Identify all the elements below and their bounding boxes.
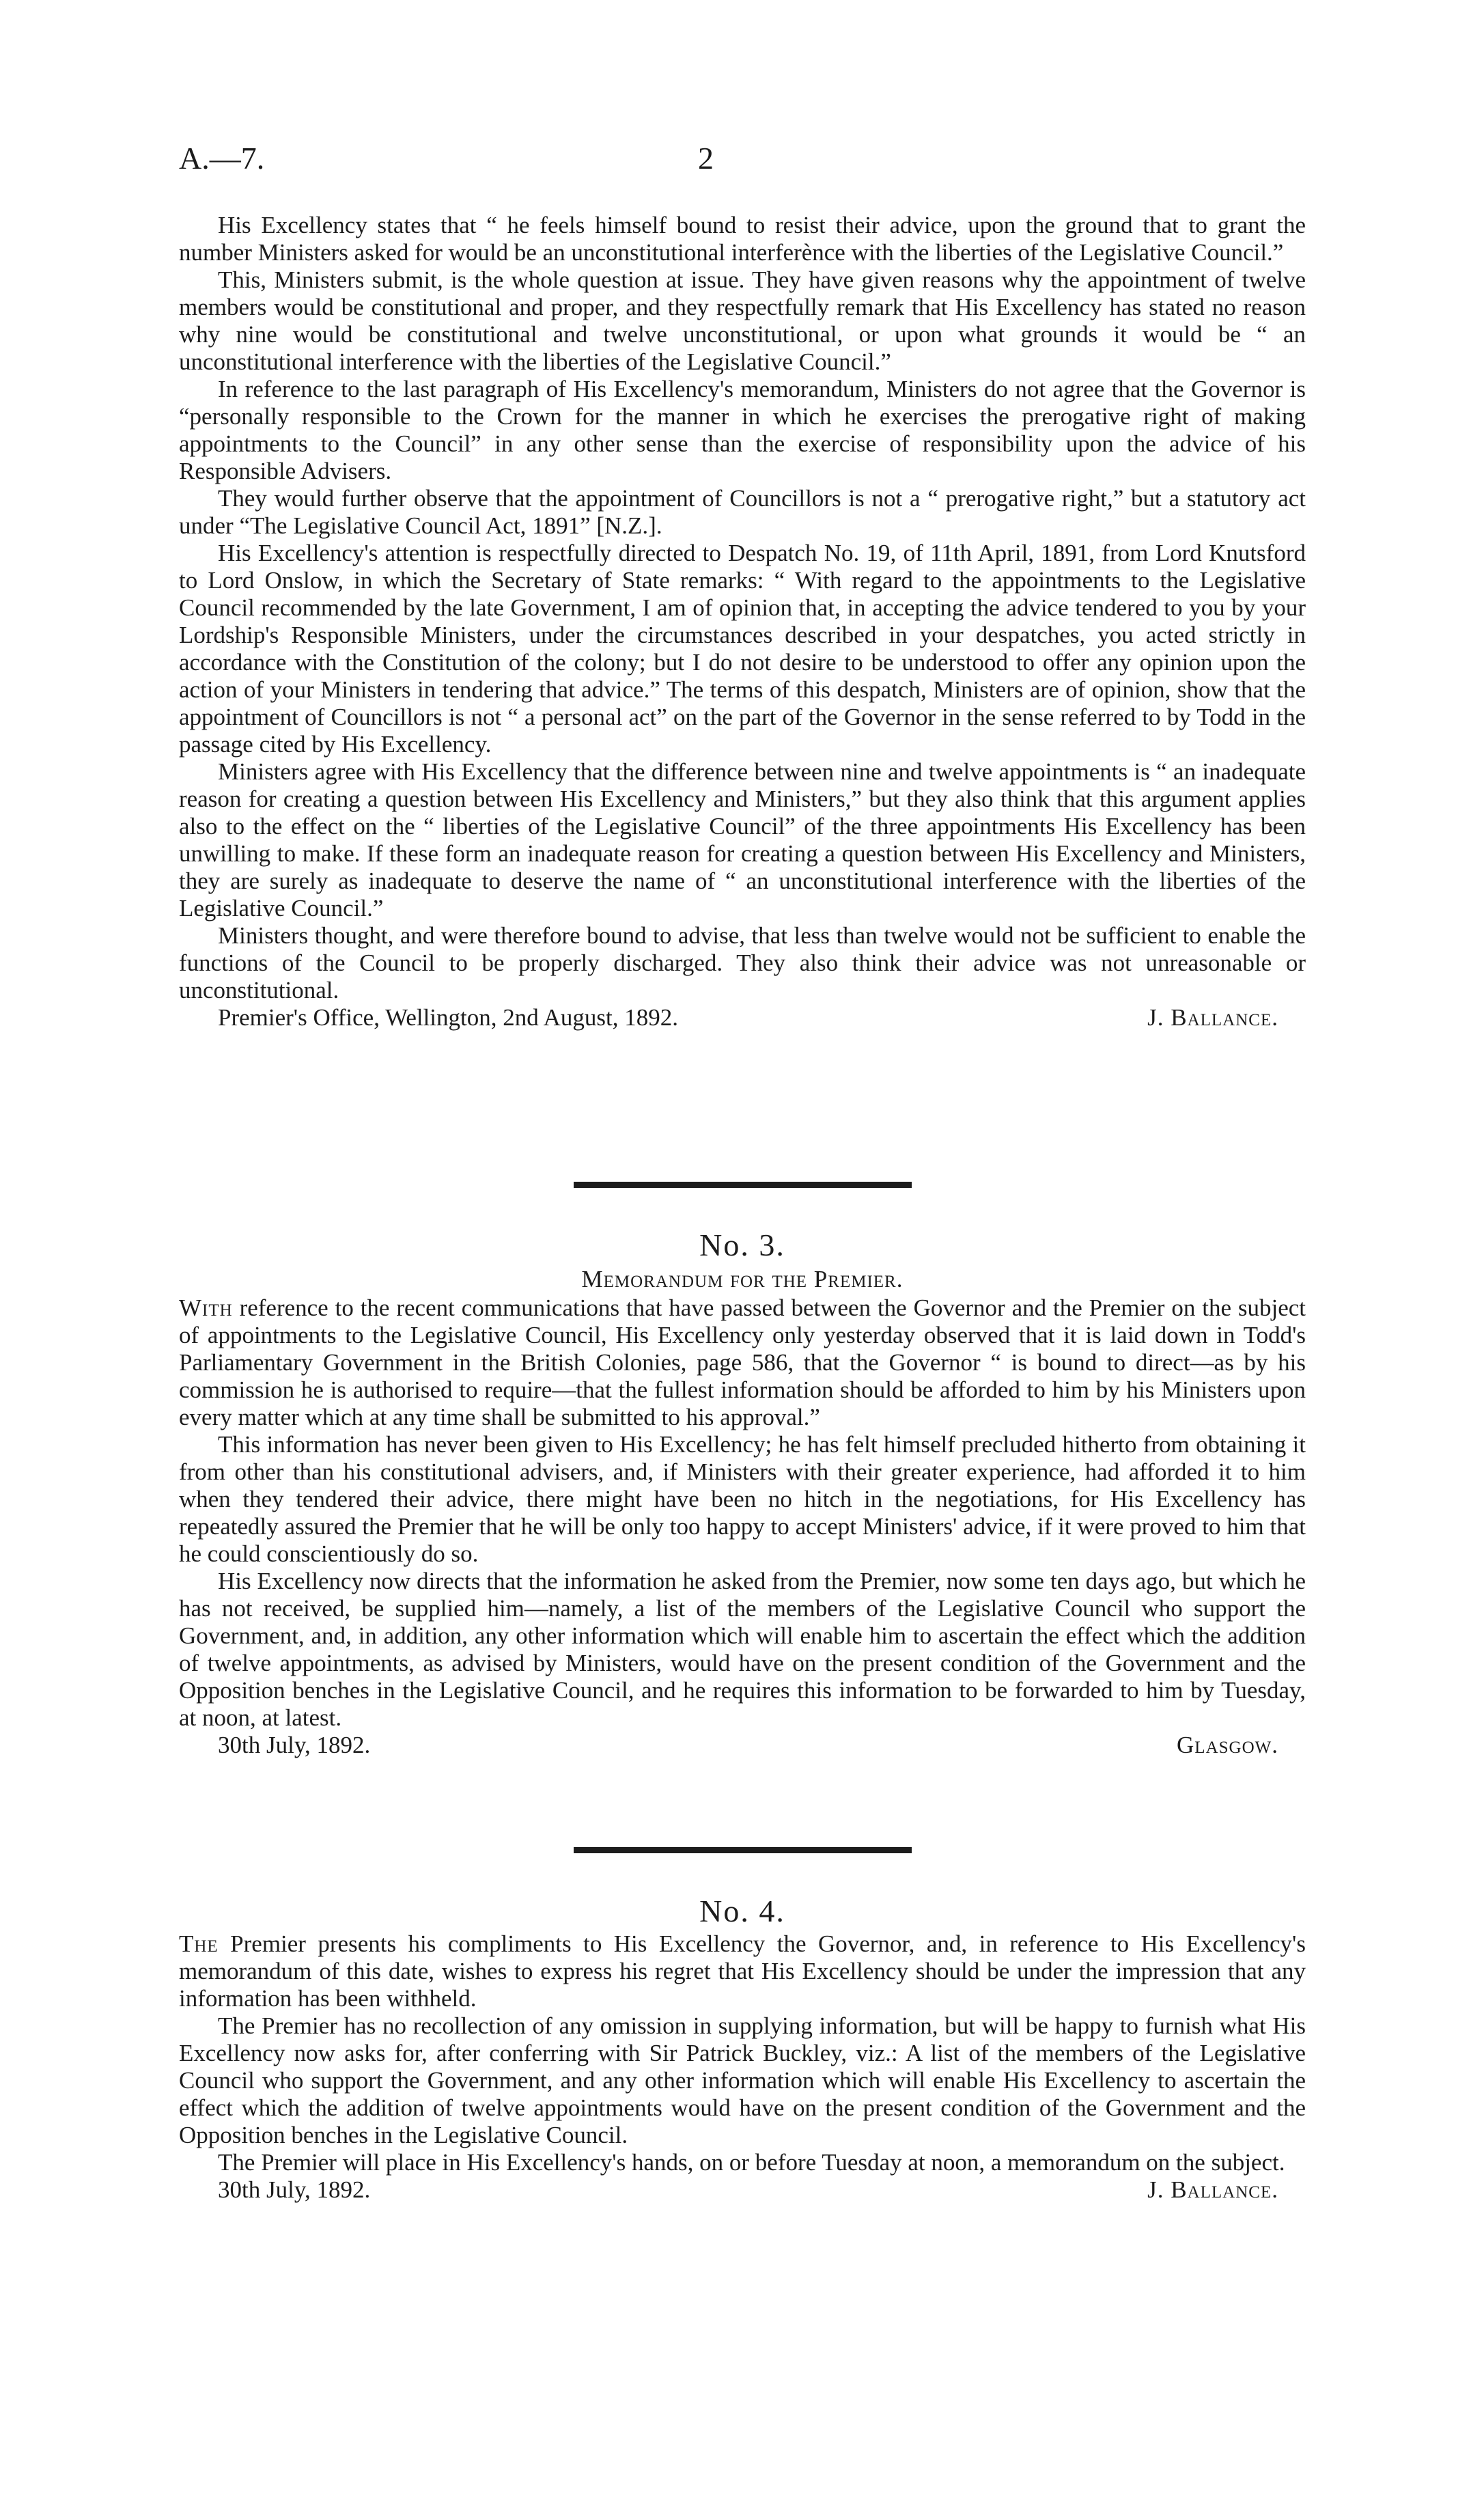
paragraph: They would further observe that the appointment of Councillors is not a “ prerogative right,” but a statutory act under “The Legislative Council Act, 1891” [N.Z.]. [179,485,1306,539]
section-divider [179,1182,1306,1188]
paragraph: His Excellency states that “ he feels himself bound to resist their advice, upon the ground that to grant the number Ministers asked for would be an unconstitutional interferènce with the liberties of the Legislative Council.” [179,212,1306,266]
section-subheading: Memorandum for the Premier. [581,1266,904,1292]
signature-line [179,1732,1306,1759]
paragraph: This, Ministers submit, is the whole question at issue. They have given reasons why the appointment of twelve members would be constitutional and proper, and they respectfully remark that His Excellency has stated no reason why nine would be constitutional and twelve unconstitutional, or upon what grounds it would be “ an unconstitutional interference with the liberties of the Legislative Council.” [179,266,1306,375]
signature-line [179,1004,1306,1031]
document-reference: A.—7. [179,141,265,176]
date: 30th July, 1892. [218,1732,371,1758]
paragraph: This information has never been given to His Excellency; he has felt himself precluded hitherto from obtaining it from other than his constitutional advisers, and, if Ministers with their greater experience, had afforded it to him when they tendered their advice, there might have been no hitch in the negotiations, for His Excellency has repeatedly assured the Premier that he will be only too happy to accept Ministers' advice, if it were proved to him that he could conscientiously do so. [179,1431,1306,1567]
paragraph: Ministers agree with His Excellency that the difference between nine and twelve appointments is “ an inadequate reason for creating a question between His Excellency and Ministers,” but they also think that this argument applies also to the effect on the “ liberties of the Legislative Council” of the three appointments His Excellency has been unwilling to make. If these form an inadequate reason for creating a question between His Excellency and Ministers, they are surely as inadequate to deserve the name of “ an unconstitutional interference with the liberties of the Legislative Council.” [179,758,1306,921]
paragraph: The Premier has no recollection of any omission in supplying information, but will be happy to furnish what His Excellency now asks for, after conferring with Sir Patrick Buckley, viz.: A list of the members of the Legislative Council who support the Government, and any other information which will enable His Excellency to ascertain the effect which the addition of twelve appointments would have on the present condition of the Government and the Opposition benches in the Legislative Council. [179,2012,1306,2148]
opening-word: With [179,1294,233,1321]
signature: J. Ballance. [1147,1004,1278,1031]
section-heading: No. 3. [699,1228,785,1262]
divider-rule [574,1182,912,1188]
paragraph [179,1294,1306,1431]
signature: Glasgow. [1177,1732,1278,1758]
paragraph: The Premier will place in His Excellency's hands, on or before Tuesday at noon, a memorandum on the subject. [218,2149,1285,2176]
section-divider [179,1847,1306,1853]
signature-line [179,2176,1306,2204]
section-heading: No. 4. [699,1894,785,1928]
paragraph-text: reference to the recent communications that have passed between the Governor and the Premier on the subject of appointments to the Legislative Council, His Excellency only yesterday observed that it is laid down in Todd's Parliamentary Government in the British Colonies, page 586, that the Governor “ is bound to direct—as by his commission he is authorised to require—that the fullest information should be afforded to him by his Ministers upon every matter which at any time shall be submitted to his approval.” [179,1294,1306,1430]
page-header [179,140,1305,188]
place-date: Premier's Office, Wellington, 2nd August, 1892. [218,1004,678,1031]
paragraph: His Excellency's attention is respectfully directed to Despatch No. 19, of 11th April, 1891, from Lord Knutsford to Lord Onslow, in which the Secretary of State remarks: “ With regard to the appointments to the Legislative Council recommended by the late Government, I am of opinion that, in accepting the advice tendered to you by your Lordship's Responsible Ministers, under the circumstances described in your despatches, you acted strictly in accordance with the Constitution of the colony; but I do not desire to be understood to offer any opinion upon the action of your Ministers in tendering that advice.” The terms of this despatch, Ministers are of opinion, show that the appointment of Councillors is not “ a personal act” on the part of the Governor in the sense referred to by Todd in the passage cited by His Excellency. [179,540,1306,758]
paragraph [179,1930,1306,2012]
signature: J. Ballance. [1147,2176,1278,2203]
paragraph: Ministers thought, and were therefore bound to advise, that less than twelve would not be sufficient to enable the functions of the Council to be properly discharged. They also think their advice was not unreasonable or unconstitutional. [179,922,1306,1003]
paragraph: His Excellency now directs that the information he asked from the Premier, now some ten days ago, but which he has not received, be supplied him—namely, a list of the members of the Legislative Council who support the Government, and, in addition, any other information which will enable him to ascertain the effect which the addition of twelve appointments, as advised by Ministers, would have on the present condition of the Government and the Opposition benches in the Legislative Council, and he requires this information to be forwarded to him by Tuesday, at noon, at latest. [179,1568,1306,1731]
paragraph-text: Premier presents his compliments to His Excellency the Governor, and, in reference to His Excellency's memorandum of this date, wishes to express his regret that His Excellency should be under the impression that any information has been withheld. [179,1930,1306,2012]
divider-rule [574,1847,912,1853]
opening-word: The [179,1930,219,1957]
section-no-3 [179,1226,1306,1759]
page-number: 2 [698,141,714,176]
date: 30th July, 1892. [218,2176,371,2203]
section-continuation [179,212,1306,1031]
paragraph: In reference to the last paragraph of His Excellency's memorandum, Ministers do not agree that the Governor is “personally responsible to the Crown for the manner in which he exercises the prerogative right of making appointments to the Council” in any other sense than the exercise of responsibility upon the advice of his Responsible Advisers. [179,376,1306,484]
section-no-4 [179,1892,1306,2204]
